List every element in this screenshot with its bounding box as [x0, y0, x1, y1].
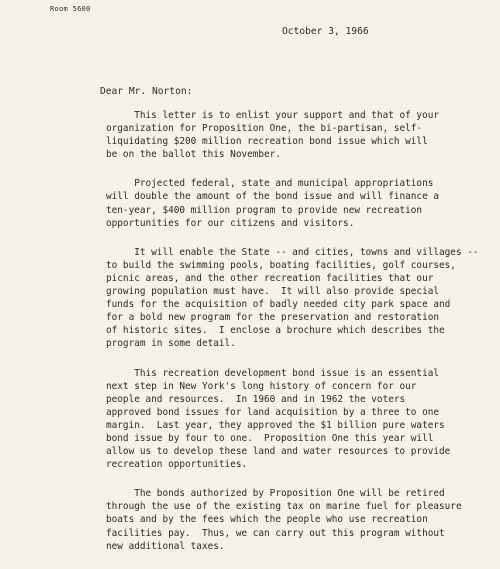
- text-line: liquidating $200 million recreation bond issue which will: [106, 136, 428, 148]
- text-line: allow us to develop these land and water resources to provide: [106, 446, 451, 458]
- text-line: new additional taxes.: [106, 540, 225, 552]
- text-line: picnic areas, and the other recreation facilities that our: [106, 272, 434, 284]
- paragraph-facilities: [106, 246, 479, 351]
- text-line: ten-year, $400 million program to provide new recreation: [106, 204, 423, 216]
- text-line: facilities pay. Thus, we can carry out this program without: [106, 527, 445, 539]
- text-line: Projected federal, state and municipal appropriations: [106, 178, 434, 190]
- room-number: Room 5600: [50, 5, 91, 13]
- text-line: boats and by the fees which the people who use recreation: [106, 514, 428, 526]
- text-line: This letter is to enlist your support and that of your: [106, 110, 440, 121]
- text-line: The bonds authorized by Proposition One will be retired: [106, 488, 445, 500]
- text-line: through the use of the existing tax on marine fuel for pleasure: [106, 501, 462, 513]
- letter-date: October 3, 1966: [282, 26, 369, 37]
- text-line: next step in New York's long history of concern for our: [106, 380, 417, 392]
- text-line: margin. Last year, they approved the $1 billion pure waters: [106, 419, 445, 431]
- text-line: opportunities for our citizens and visitors.: [106, 217, 355, 229]
- text-line: recreation opportunities.: [106, 459, 248, 471]
- text-line: It will enable the State -- and cities, towns and villages --: [106, 246, 479, 258]
- text-line: of historic sites. I enclose a brochure which describes the: [106, 325, 445, 337]
- letter-body: [106, 109, 479, 569]
- text-line: be on the ballot this November.: [106, 149, 281, 161]
- paragraph-appropriations: [106, 177, 466, 229]
- text-line: bond issue by four to one. Proposition One this year will: [106, 432, 434, 444]
- text-line: funds for the acquisition of badly needed city park space and: [106, 299, 451, 311]
- paragraph-proposition-intro: [106, 109, 466, 161]
- text-line: people and resources. In 1960 and in 1962 the voters: [106, 393, 406, 405]
- salutation: Dear Mr. Norton:: [100, 86, 193, 97]
- paragraph-bond-retirement: [106, 487, 466, 552]
- text-line: approved bond issues for land acquisition by a three to one: [106, 406, 440, 418]
- text-line: will double the amount of the bond issue and will finance a: [106, 191, 440, 203]
- text-line: for a bold new program for the preservation and restoration: [106, 312, 440, 324]
- paragraph-history: [106, 367, 466, 472]
- text-line: growing population must have. It will also provide special: [106, 286, 440, 298]
- text-line: program in some detail.: [106, 338, 236, 350]
- text-line: This recreation development bond issue is an essential: [106, 367, 440, 379]
- text-line: organization for Proposition One, the bi-partisan, self-: [106, 123, 423, 135]
- text-line: to build the swimming pools, boating facilities, golf courses,: [106, 259, 456, 271]
